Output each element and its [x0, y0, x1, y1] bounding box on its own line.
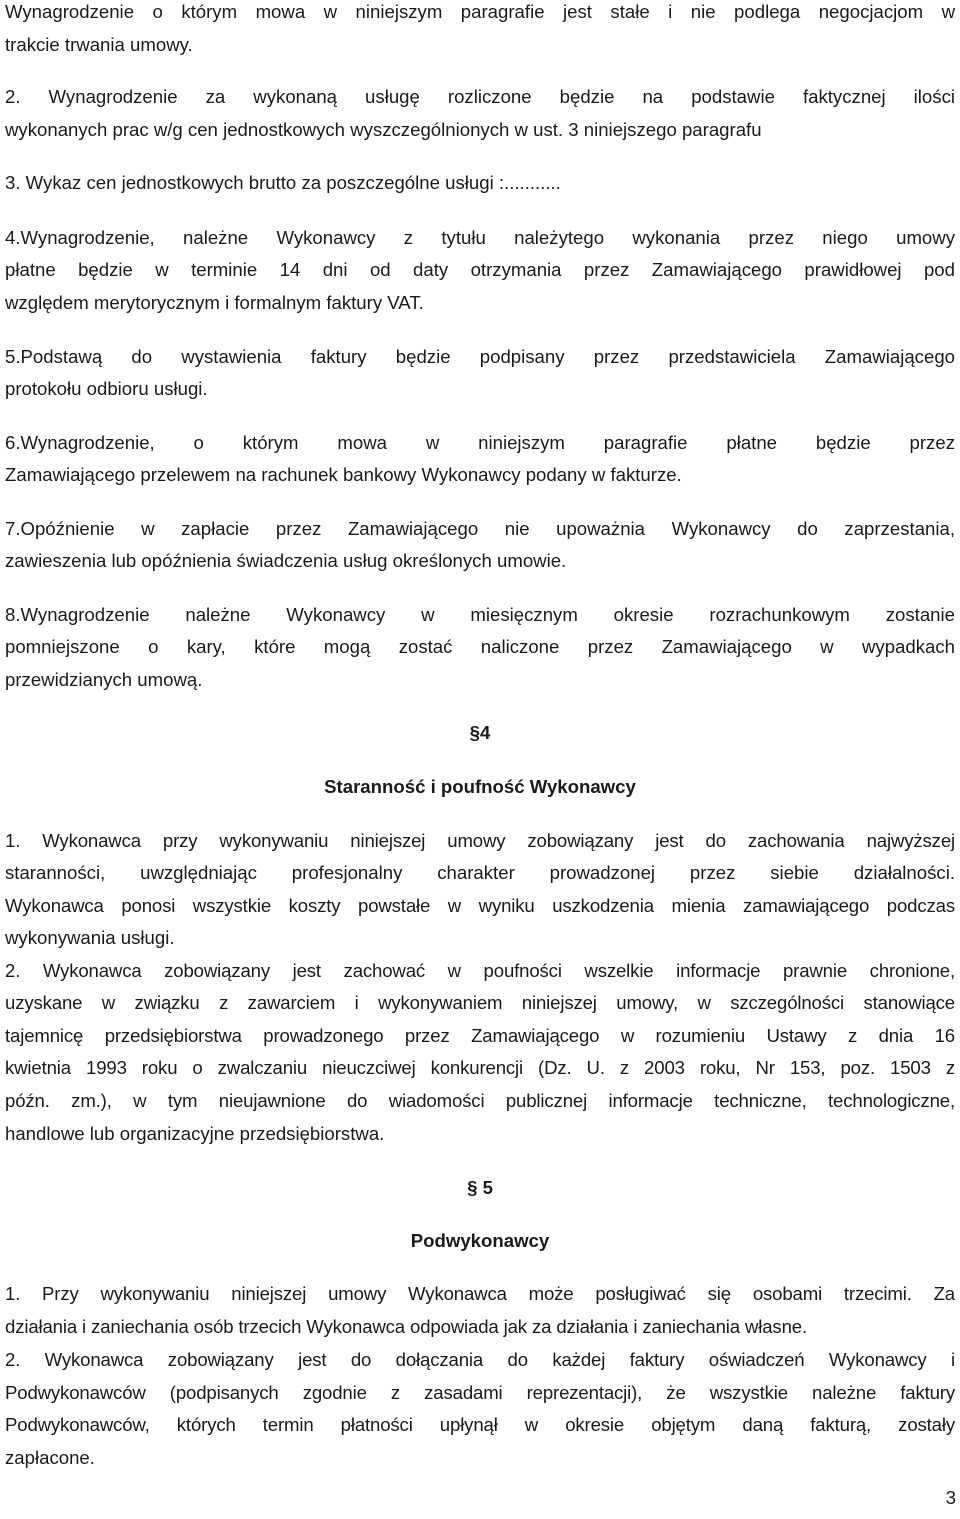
- paragraph-line: 6.Wynagrodzenie, o którym mowa w niniejszym paragrafie płatne będzie przez: [5, 432, 955, 453]
- paragraph-line: 1. Przy wykonywaniu niniejszej umowy Wykonawca może posługiwać się osobami trzecimi. Za: [5, 1283, 955, 1304]
- paragraph-line: handlowe lub organizacyjne przedsiębiorstwa.: [5, 1123, 385, 1144]
- section-title: Podwykonawcy: [410, 1230, 550, 1251]
- paragraph-line: zapłacone.: [5, 1447, 95, 1468]
- paragraph-line: Wynagrodzenie o którym mowa w niniejszym paragrafie jest stałe i nie podlega negocjacjom w: [5, 1, 955, 22]
- section-number: §4: [469, 722, 491, 743]
- paragraph-line: protokołu odbioru usługi.: [5, 378, 208, 399]
- section-title: Staranność i poufność Wykonawcy: [324, 776, 636, 797]
- paragraph-line: 4.Wynagrodzenie, należne Wykonawcy z tytułu należytego wykonania przez niego umowy: [5, 227, 955, 248]
- paragraph-line: 2. Wynagrodzenie za wykonaną usługę rozliczone będzie na podstawie faktycznej ilości: [5, 86, 955, 107]
- paragraph-line: wykonywania usługi.: [5, 927, 175, 948]
- paragraph-line: względem merytorycznym i formalnym faktury VAT.: [5, 292, 424, 313]
- paragraph-line: staranności, uwzględniając profesjonalny charakter prowadzonej przez siebie działalności.: [5, 862, 955, 883]
- paragraph-line: 1. Wykonawca przy wykonywaniu niniejszej umowy zobowiązany jest do zachowania najwyższej: [5, 830, 955, 851]
- paragraph-line: trakcie trwania umowy.: [5, 34, 193, 55]
- paragraph-line: kwietnia 1993 roku o zwalczaniu nieuczciwej konkurencji (Dz. U. z 2003 roku, Nr 153, poz. 1503 z: [5, 1057, 955, 1078]
- paragraph-line: pomniejszone o kary, które mogą zostać naliczone przez Zamawiającego w wypadkach: [5, 636, 955, 657]
- paragraph-line: 5.Podstawą do wystawienia faktury będzie podpisany przez przedstawiciela Zamawiającego: [5, 346, 955, 367]
- paragraph-line: przewidzianych umową.: [5, 669, 203, 690]
- paragraph-line: Wykonawca ponosi wszystkie koszty powstałe w wyniku uszkodzenia mienia zamawiającego podczas: [5, 895, 955, 916]
- paragraph-line: Podwykonawców, których termin płatności upłynął w okresie objętym daną fakturą, zostały: [5, 1414, 955, 1435]
- paragraph-line: 2. Wykonawca zobowiązany jest zachować w poufności wszelkie informacje prawnie chronione,: [5, 960, 955, 981]
- paragraph-line: 3. Wykaz cen jednostkowych brutto za poszczególne usługi :...........: [5, 172, 561, 193]
- section-number: § 5: [467, 1177, 493, 1198]
- paragraph-line: płatne będzie w terminie 14 dni od daty otrzymania przez Zamawiającego prawidłowej pod: [5, 259, 955, 280]
- paragraph-line: uzyskane w związku z zawarciem i wykonywaniem niniejszej umowy, w szczególności stanowiące: [5, 992, 955, 1013]
- paragraph-line: tajemnicę przedsiębiorstwa prowadzonego przez Zamawiającego w rozumieniu Ustawy z dnia 16: [5, 1025, 955, 1046]
- paragraph-line: 8.Wynagrodzenie należne Wykonawcy w miesięcznym okresie rozrachunkowym zostanie: [5, 604, 955, 625]
- paragraph-line: wykonanych prac w/g cen jednostkowych wyszczególnionych w ust. 3 niniejszego paragrafu: [5, 119, 762, 140]
- paragraph-line: 7.Opóźnienie w zapłacie przez Zamawiającego nie upoważnia Wykonawcy do zaprzestania,: [5, 518, 955, 539]
- paragraph-line: późn. zm.), w tym nieujawnione do wiadomości publicznej informacje techniczne, technologiczne,: [5, 1090, 955, 1111]
- paragraph-line: Podwykonawców (podpisanych zgodnie z zasadami reprezentacji), że wszystkie należne faktury: [5, 1382, 955, 1403]
- paragraph-line: działania i zaniechania osób trzecich Wykonawca odpowiada jak za działania i zaniechania własne.: [5, 1316, 807, 1337]
- page-number: 3: [945, 1487, 956, 1508]
- paragraph-line: 2. Wykonawca zobowiązany jest do dołączania do każdej faktury oświadczeń Wykonawcy i: [5, 1349, 955, 1370]
- paragraph-line: zawieszenia lub opóźnienia świadczenia usług określonych umowie.: [5, 550, 567, 571]
- paragraph-line: Zamawiającego przelewem na rachunek bankowy Wykonawcy podany w fakturze.: [5, 464, 682, 485]
